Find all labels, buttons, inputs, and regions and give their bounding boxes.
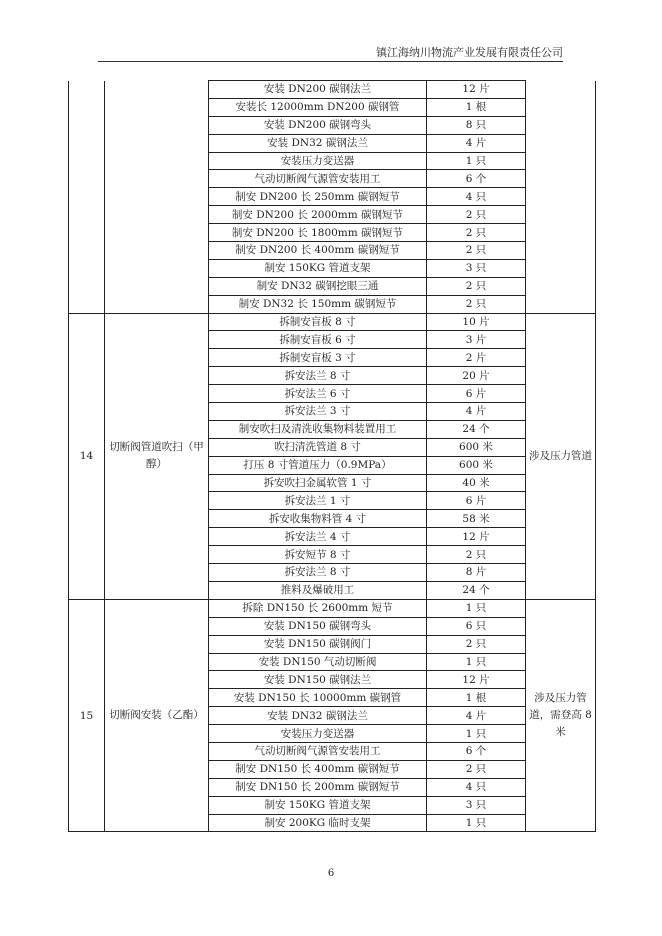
work-item: 推料及爆破用工 — [209, 581, 427, 599]
quantity: 3 片 — [427, 331, 526, 349]
work-item: 安装 DN150 长 10000mm 碳钢管 — [209, 689, 427, 707]
work-item: 拆安法兰 4 寸 — [209, 528, 427, 546]
quantity: 1 只 — [427, 152, 526, 170]
work-item: 拆安法兰 8 寸 — [209, 367, 427, 385]
work-item: 制安 DN200 长 2000mm 碳钢短节 — [209, 206, 427, 224]
item-number: 14 — [69, 313, 105, 599]
work-item: 安装 DN200 碳钢法兰 — [209, 81, 427, 99]
work-item: 安装压力变送器 — [209, 725, 427, 743]
work-item: 制安 DN32 碳钢挖眼三通 — [209, 277, 427, 295]
work-item: 拆安法兰 8 寸 — [209, 564, 427, 582]
item-number — [69, 81, 105, 314]
remark: 涉及压力管道 — [526, 313, 596, 599]
quantity: 6 片 — [427, 385, 526, 403]
work-item: 拆安法兰 6 寸 — [209, 385, 427, 403]
work-item: 制安 DN150 长 400mm 碳钢短节 — [209, 760, 427, 778]
item-name: 切断阀管道吹扫（甲醇） — [105, 313, 209, 599]
quantity: 10 片 — [427, 313, 526, 331]
work-item: 拆安法兰 1 寸 — [209, 492, 427, 510]
table-row — [69, 599, 596, 617]
work-item: 安装 DN150 碳钢弯头 — [209, 617, 427, 635]
work-item: 制安 150KG 管道支架 — [209, 796, 427, 814]
work-item: 打压 8 寸管道压力（0.9MPa） — [209, 456, 427, 474]
work-item: 拆制安盲板 8 寸 — [209, 313, 427, 331]
work-item: 安装长 12000mm DN200 碳钢管 — [209, 98, 427, 116]
quantity: 1 根 — [427, 689, 526, 707]
item-name — [105, 81, 209, 314]
remark: 涉及压力管道，需登高 8 米 — [526, 599, 596, 832]
quantity: 1 只 — [427, 599, 526, 617]
quantity: 6 个 — [427, 742, 526, 760]
quantity: 4 只 — [427, 188, 526, 206]
quantity: 3 只 — [427, 259, 526, 277]
work-item: 制安 DN150 长 200mm 碳钢短节 — [209, 778, 427, 796]
work-item: 拆除 DN150 长 2600mm 短节 — [209, 599, 427, 617]
quantity: 24 个 — [427, 420, 526, 438]
quantity: 1 只 — [427, 653, 526, 671]
page-header — [98, 44, 563, 62]
quantity: 8 片 — [427, 564, 526, 582]
quantity: 2 只 — [427, 242, 526, 260]
quantity: 4 片 — [427, 707, 526, 725]
work-item: 拆制安盲板 6 寸 — [209, 331, 427, 349]
remark — [526, 81, 596, 314]
work-items-table — [68, 80, 596, 832]
work-item: 制安 200KG 临时支架 — [209, 814, 427, 832]
table-row — [69, 81, 596, 99]
work-item: 气动切断阀气源管安装用工 — [209, 742, 427, 760]
work-item: 安装 DN150 碳钢法兰 — [209, 671, 427, 689]
work-item: 拆安收集物料管 4 寸 — [209, 510, 427, 528]
work-item: 拆制安盲板 3 寸 — [209, 349, 427, 367]
work-item: 制安 DN200 长 1800mm 碳钢短节 — [209, 224, 427, 242]
page-number: 6 — [327, 868, 335, 879]
work-item: 安装 DN32 碳钢法兰 — [209, 134, 427, 152]
quantity: 12 片 — [427, 528, 526, 546]
work-item: 制安吹扫及清洗收集物料装置用工 — [209, 420, 427, 438]
quantity: 1 只 — [427, 725, 526, 743]
work-item: 制安 150KG 管道支架 — [209, 259, 427, 277]
quantity: 6 只 — [427, 617, 526, 635]
quantity: 2 只 — [427, 224, 526, 242]
quantity: 4 只 — [427, 778, 526, 796]
quantity: 2 只 — [427, 635, 526, 653]
item-number: 15 — [69, 599, 105, 832]
work-item: 拆安短节 8 寸 — [209, 546, 427, 564]
table-body — [69, 81, 596, 832]
table-row — [69, 313, 596, 331]
quantity: 2 只 — [427, 277, 526, 295]
work-item: 安装压力变送器 — [209, 152, 427, 170]
work-item: 安装 DN150 气动切断阀 — [209, 653, 427, 671]
work-item: 拆安法兰 3 寸 — [209, 403, 427, 421]
quantity: 1 根 — [427, 98, 526, 116]
quantity: 2 只 — [427, 760, 526, 778]
work-item: 吹扫清洗管道 8 寸 — [209, 438, 427, 456]
quantity: 4 片 — [427, 134, 526, 152]
quantity: 12 片 — [427, 671, 526, 689]
quantity: 20 片 — [427, 367, 526, 385]
company-name: 镇江海纳川物流产业发展有限责任公司 — [376, 46, 563, 59]
quantity: 1 只 — [427, 814, 526, 832]
work-item: 制安 DN200 长 250mm 碳钢短节 — [209, 188, 427, 206]
quantity: 58 米 — [427, 510, 526, 528]
work-item: 安装 DN150 碳钢阀门 — [209, 635, 427, 653]
work-item: 制安 DN200 长 400mm 碳钢短节 — [209, 242, 427, 260]
work-item: 制安 DN32 长 150mm 碳钢短节 — [209, 295, 427, 313]
quantity: 600 米 — [427, 438, 526, 456]
work-item: 安装 DN32 碳钢法兰 — [209, 707, 427, 725]
work-item: 气动切断阀气源管安装用工 — [209, 170, 427, 188]
quantity: 3 只 — [427, 796, 526, 814]
quantity: 6 片 — [427, 492, 526, 510]
quantity: 2 片 — [427, 349, 526, 367]
quantity: 600 米 — [427, 456, 526, 474]
quantity: 8 只 — [427, 116, 526, 134]
quantity: 2 只 — [427, 295, 526, 313]
quantity: 2 只 — [427, 546, 526, 564]
work-item: 安装 DN200 碳钢弯头 — [209, 116, 427, 134]
item-name: 切断阀安装（乙酯） — [105, 599, 209, 832]
quantity: 40 米 — [427, 474, 526, 492]
quantity: 2 只 — [427, 206, 526, 224]
quantity: 12 片 — [427, 81, 526, 99]
quantity: 24 个 — [427, 581, 526, 599]
work-item: 拆安吹扫金属软管 1 寸 — [209, 474, 427, 492]
quantity: 4 片 — [427, 403, 526, 421]
quantity: 6 个 — [427, 170, 526, 188]
